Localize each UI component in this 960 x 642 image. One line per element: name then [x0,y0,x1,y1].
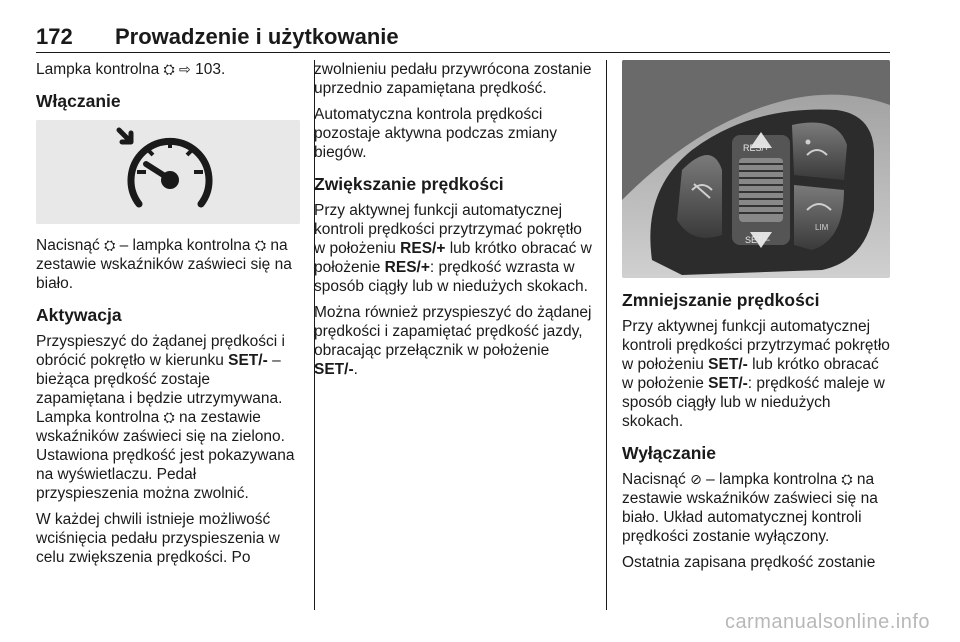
paragraph: Nacisnąć ⛭ – lampka kontrolna ⛭ na zestawie wskaźników zaświeci się na biało. [36,237,292,292]
intro-paragraph: Lampka kontrolna ⛭ ⇨ 103. [36,61,226,78]
watermark: carmanualsonline.info [724,611,930,633]
cruise-off-icon: ⊘ [690,471,702,487]
cruise-control-icon: ⛭ [163,409,175,425]
paragraph: zwolnieniu pedału przywrócona zostanie uprzednio zapamiętana prędkość. [314,61,592,97]
paragraph: Przy aktywnej funkcji automatycznej kontroli prędkości przytrzymać pokrętło w położeniu SET/- lub krótko obracać w położenie SET/-: prędkość maleje w sposób ciągły lub w niedużych skokach. [622,318,890,430]
page-reference[interactable]: 103. [195,61,226,78]
page-reference-arrow-icon: ⇨ [179,61,191,77]
paragraph: Nacisnąć ⊘ – lampka kontrolna ⛭ na zestawie wskaźników zaświeci się na biało. Układ automatycznej kontroli prędkości zostanie wyłączony. [622,471,878,545]
paragraph: Przy aktywnej funkcji automatycznej kontroli prędkości przytrzymać pokrętło w położeniu RES/+ lub krótko obracać w położenie RES/+: prędkość wzrasta w sposób ciągły lub w niedużych skokach. [314,202,592,295]
res-label: RES/+ [743,143,770,153]
lim-label: LIM [815,223,829,232]
section-heading-aktywacja: Aktywacja [36,305,122,325]
section-heading-wylaczanie: Wyłączanie [622,443,717,463]
paragraph: W każdej chwili istnieje możliwość wciśnięcia pedału przyspieszenia w celu zwiększenia prędkości. Po [36,511,280,566]
column-2 [314,60,596,386]
cruise-control-figure [36,120,300,224]
steering-wheel-switch-photo [622,60,890,278]
column-divider [606,60,607,610]
set-label: SET/− [745,235,771,245]
cruise-control-icon: ⛭ [254,237,267,253]
page-number: 172 [36,24,73,49]
page-title: Prowadzenie i użytkowanie [115,24,399,49]
steering-wheel-switch-figure [622,60,890,278]
column-1 [36,60,300,574]
column-3 [622,60,890,579]
cruise-control-icon: ⛭ [841,471,853,487]
paragraph: Przyspieszyć do żądanej prędkości i obrócić pokrętło w kierunku SET/- – bieżąca prędkość zostaje zapamiętana i będzie utrzymywana. Lampka kontrolna ⛭ na zestawie wskaźników zaświeci się na zielono. Ustawiona prędkość jest pokazywana na wyświetlaczu. Pedał przyspieszenia można zwolnić. [36,333,295,502]
paragraph: Automatyczna kontrola prędkości pozostaje aktywna podczas zmiany biegów. [314,106,557,161]
speedometer-icon [36,120,300,224]
cruise-control-icon: ⛭ [163,61,175,77]
cruise-control-icon: ⛭ [104,237,116,253]
page-header [36,22,890,53]
section-heading-zwiekszanie: Zwiększanie prędkości [314,174,504,194]
paragraph: Ostatnia zapisana prędkość zostanie [622,554,876,571]
paragraph: Można również przyspieszyć do żądanej prędkości i zapamiętać prędkość jazdy, obracając przełącznik w położenie SET/-. [314,304,592,378]
section-heading-wlaczanie: Włączanie [36,91,121,111]
section-heading-zmniejszanie: Zmniejszanie prędkości [622,290,820,310]
